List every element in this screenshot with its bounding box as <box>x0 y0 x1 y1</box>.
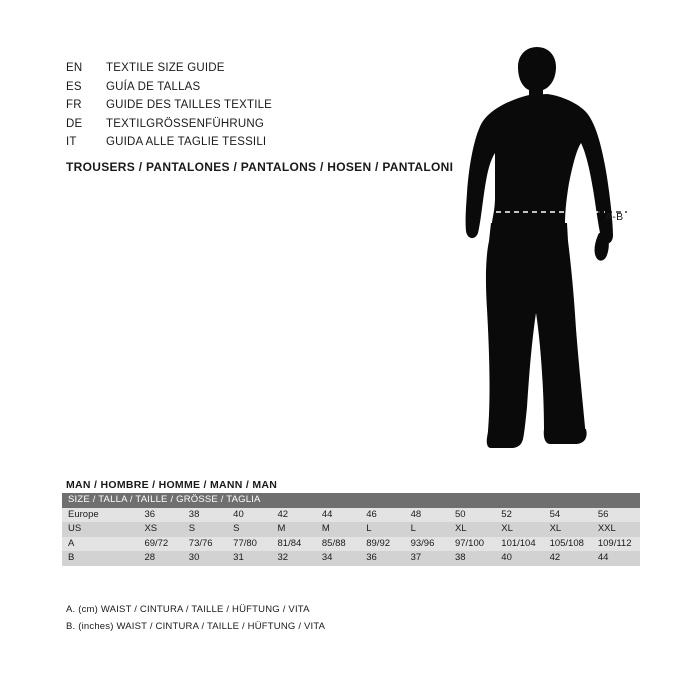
size-chart-table <box>62 493 640 566</box>
table-row <box>62 537 640 552</box>
shoe-shape <box>487 433 523 448</box>
language-row <box>66 118 466 137</box>
cell: 109/112 <box>597 537 632 549</box>
language-code: DE <box>66 117 83 130</box>
table-header-label: SIZE / TALLA / TAILLE / GRÖSSE / TAGLIA <box>68 494 261 505</box>
language-row <box>66 99 466 118</box>
cell: 37 <box>410 552 422 563</box>
cell: S <box>233 523 240 534</box>
cell: 77/80 <box>233 537 257 549</box>
language-row <box>66 81 466 100</box>
cell: XXL <box>597 523 616 534</box>
language-text: GUIDE DES TAILLES TEXTILE <box>106 99 273 111</box>
cell: 44 <box>597 552 609 563</box>
cell: 40 <box>501 552 512 563</box>
language-code: FR <box>66 99 82 111</box>
language-code: EN <box>66 62 83 74</box>
cell: 93/96 <box>410 537 435 549</box>
cell: 56 <box>597 508 609 520</box>
cell: 105/108 <box>549 537 584 549</box>
cell: 73/76 <box>188 537 213 549</box>
language-row <box>66 62 466 81</box>
gender-label: MAN / HOMBRE / HOMME / MANN / MAN <box>66 479 278 491</box>
cell: XS <box>144 523 158 534</box>
cell: 48 <box>410 508 422 520</box>
cell: 52 <box>501 508 512 520</box>
table-row <box>62 551 640 566</box>
cell: M <box>321 523 330 534</box>
cell: 89/92 <box>366 537 391 549</box>
cell: 81/84 <box>277 537 302 549</box>
head-shape <box>518 47 556 97</box>
cell: 85/88 <box>321 537 346 549</box>
cell: 34 <box>321 552 333 563</box>
cell: 28 <box>144 552 156 563</box>
row-label: B <box>68 552 75 563</box>
cell: 44 <box>321 508 333 520</box>
language-text: GUIDA ALLE TAGLIE TESSILI <box>106 136 267 148</box>
table-row <box>62 508 640 523</box>
cell: XL <box>501 523 513 534</box>
cell: 38 <box>454 552 466 563</box>
language-row <box>66 136 466 155</box>
row-label: Europe <box>68 508 99 520</box>
cell: XL <box>454 523 467 534</box>
cell: S <box>188 523 196 534</box>
cell: 40 <box>233 508 244 520</box>
man-silhouette-illustration <box>455 45 655 455</box>
language-code: ES <box>66 80 82 93</box>
cell: 54 <box>549 508 561 520</box>
language-text: TEXTILE SIZE GUIDE <box>106 62 225 74</box>
page-title: TROUSERS / PANTALONES / PANTALONS / HOSEN / PANTALONI <box>66 160 454 174</box>
hand-shape <box>595 232 609 261</box>
cell: 36 <box>366 552 377 563</box>
language-text: TEXTILGRÖSSENFÜHRUNG <box>106 117 264 130</box>
cell: 30 <box>188 552 200 563</box>
table-header-row <box>62 493 640 508</box>
measure-label-ab: A-B <box>605 211 624 223</box>
torso-shape <box>466 94 613 244</box>
silhouette-svg <box>455 45 655 455</box>
cell: 32 <box>277 552 289 563</box>
cell: 101/104 <box>501 537 536 549</box>
footnote-b: B. (inches) WAIST / CINTURA / TAILLE / HÜFTUNG / VITA <box>66 621 326 632</box>
language-code: IT <box>66 136 77 148</box>
cell: 50 <box>454 508 466 520</box>
cell: 36 <box>144 508 156 520</box>
footnotes <box>66 601 325 635</box>
shoe-shape <box>544 429 587 444</box>
language-legend <box>66 62 466 155</box>
cell: 31 <box>233 552 244 563</box>
table-row <box>62 522 640 537</box>
waist-shape <box>489 223 568 241</box>
language-text: GUÍA DE TALLAS <box>106 80 201 93</box>
row-label: A <box>68 537 75 549</box>
cell: XL <box>549 523 562 534</box>
cell: 97/100 <box>454 537 485 549</box>
cell: 38 <box>188 508 200 520</box>
row-label: US <box>68 523 82 534</box>
cell: M <box>277 523 286 534</box>
cell: 46 <box>366 508 377 520</box>
cell: 42 <box>277 508 289 520</box>
footnote-a: A. (cm) WAIST / CINTURA / TAILLE / HÜFTUNG / VITA <box>66 604 310 615</box>
cell: L <box>366 523 372 534</box>
cell: L <box>410 523 416 534</box>
cell: 42 <box>549 552 561 563</box>
cell: 69/72 <box>144 537 169 549</box>
